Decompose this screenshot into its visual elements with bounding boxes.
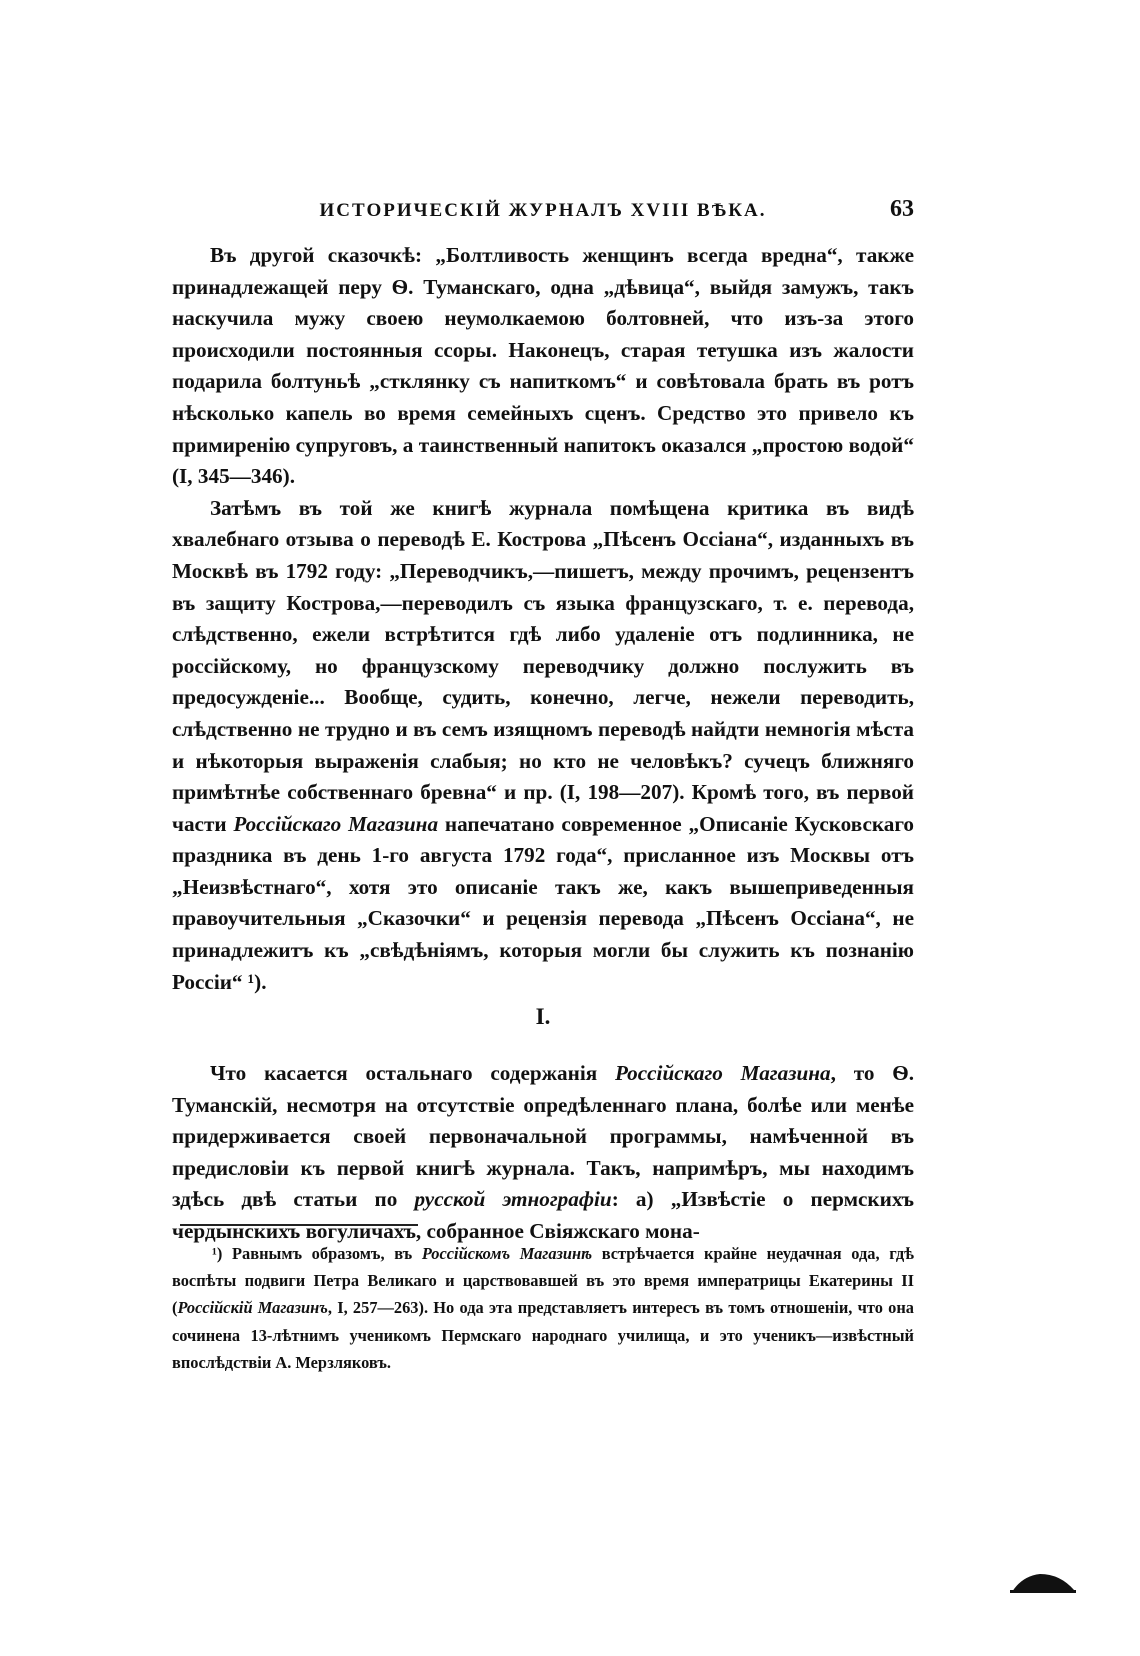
- paragraph-text: Что касается остальнаго содержанія: [210, 1061, 615, 1085]
- paragraph-text: : а) „Извѣстіе о пермскихъ чердынскихъ вогуличахъ, собранное Свіяжскаго мона-: [172, 1187, 914, 1243]
- running-title: ИСТОРИЧЕСКІЙ ЖУРНАЛЪ XVIII ВѢКА.: [319, 200, 767, 221]
- paragraph-text: Затѣмъ въ той же книгѣ журнала помѣщена критика въ видѣ хвалебнаго отзыва о переводѣ Е. Кострова „Пѣсенъ Оссіана“, изданныхъ въ Москвѣ въ 1792 году: „Переводчикъ,—пишетъ, между прочимъ, рецензентъ въ защиту Кострова,—переводилъ съ языка французскаго, т. е. перевода, слѣдственно, ежели встрѣтится гдѣ либо удаленіе отъ подлинника, не россійскому, но французскому переводчику должно послужить въ предосужденіе... Вообще, судить, конечно, легче, нежели переводить, слѣдственно не трудно и въ семъ изящномъ переводѣ найдти немногія мѣста и нѣкоторыя выраженія слабыя; но кто не человѣкъ? сучецъ ближняго примѣтнѣе собственнаго бревна“ и пр. (I, 198—207). Кромѣ того, въ первой части: [172, 495, 914, 836]
- footnote-divider: [180, 1224, 418, 1226]
- paragraph-text: , то Ѳ. Туманскій, несмотря на отсутствіе опредѣленнаго плана, болѣе или менѣе придерживается своей первоначальной программы, намѣченной въ предисловіи къ первой книгѣ журнала. Такъ, напримѣръ, мы находимъ здѣсь двѣ статьи по: [172, 1061, 915, 1212]
- main-text-block: [172, 240, 914, 998]
- section-heading: I.: [535, 1004, 551, 1029]
- footnote-part: встрѣчается крайне неудачная ода, гдѣ воспѣты подвиги Петра Великаго и царствовавшей въ это время императрицы Екатерины II (: [172, 1244, 914, 1318]
- footnote-text: [172, 1240, 914, 1376]
- journal-title: Россійскомъ Магазинѣ: [421, 1244, 593, 1263]
- journal-title: Россійскаго Магазина: [614, 1061, 831, 1085]
- footnote-part: , I, 257—263). Но ода эта представляетъ интересъ въ томъ отношеніи, что она сочинена 13-лѣтнимъ ученикомъ Пермскаго народнаго училища, и это ученикъ—извѣстный впослѣдствіи А. Мерзляковъ.: [172, 1298, 914, 1372]
- paragraph: [172, 240, 914, 493]
- page-number: 63: [890, 196, 914, 222]
- paragraph-text: Въ другой сказочкѣ: „Болтливость женщинъ всегда вредна“, также принадлежащей перу Ѳ. Туманскаго, одна „дѣвица“, выйдя замужъ, такъ наскучила мужу своею неумолкаемою болтовней, что изъ-за этого происходили постоянныя ссоры. Наконецъ, старая тетушка изъ жалости подарила болтуньѣ „стклянку съ напиткомъ“ и совѣтовала брать въ ротъ нѣсколько капель во время семейныхъ сценъ. Средство это привело къ примиренію супруговъ, а таинственный напитокъ оказался „простою водой“ (I, 345—346).: [172, 243, 914, 489]
- journal-title: Россійскій Магазинъ: [177, 1298, 328, 1318]
- journal-title: Россійскаго Магазина: [233, 811, 439, 836]
- paragraph-text: напечатано современное „Описаніе Кусковскаго праздника въ день 1-го августа 1792 года“, присланное изъ Москвы отъ „Неизвѣстнаго“, хотя это описаніе такъ же, какъ вышеприведенныя правоучительныя „Сказочки“ и рецензія перевода „Пѣсенъ Оссіана“, не принадлежитъ къ „свѣдѣніямъ, которыя могли бы служить къ познанію Россіи“ ¹).: [172, 811, 915, 994]
- page-header: [172, 196, 914, 228]
- paragraph: [172, 493, 914, 999]
- section-text-block: [172, 1058, 914, 1248]
- paragraph: [172, 1058, 914, 1248]
- topic-emphasis: русской этнографіи: [414, 1187, 612, 1212]
- footnote: [172, 1240, 914, 1376]
- footnote-part: ¹) Равнымъ образомъ, въ: [212, 1244, 422, 1263]
- library-stamp-icon: [1010, 1570, 1076, 1594]
